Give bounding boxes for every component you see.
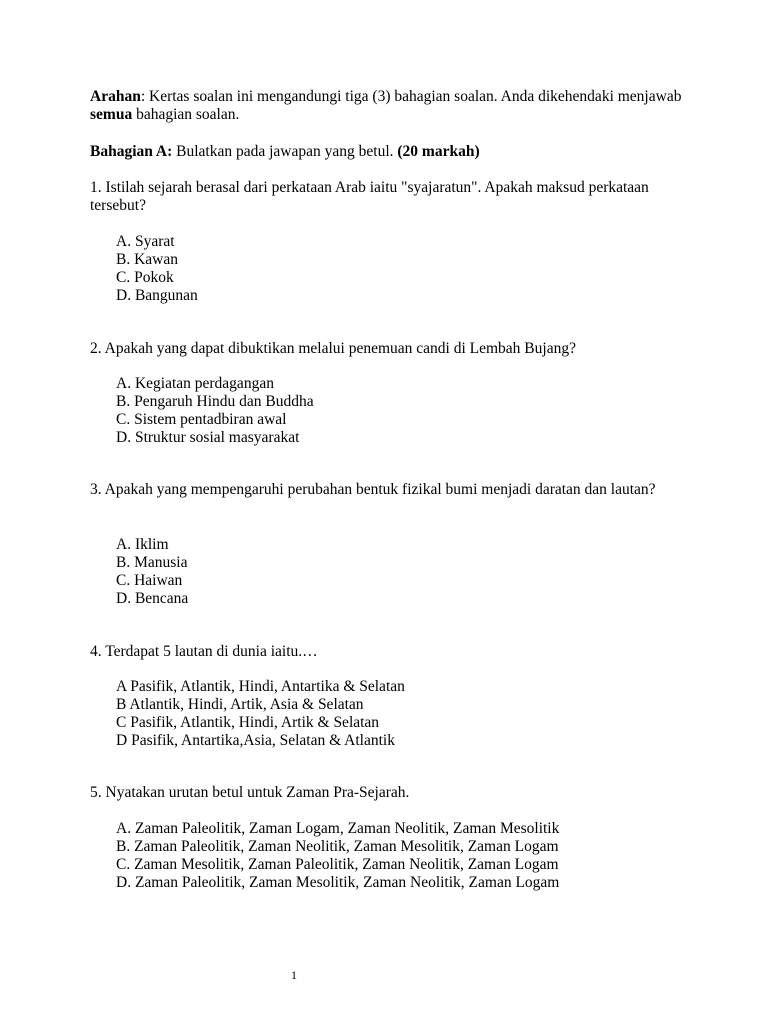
question-2-option-a[interactable]: A. Kegiatan perdagangan xyxy=(116,375,274,392)
question-2-options xyxy=(116,375,676,447)
question-3-options xyxy=(116,536,676,608)
instructions-bold-word: semua xyxy=(90,106,133,123)
question-3-option-d[interactable]: D. Bencana xyxy=(116,590,189,607)
question-4-text: 4. Terdapat 5 lautan di dunia iaitu.… xyxy=(90,643,318,660)
instructions xyxy=(90,88,690,124)
question-4-option-c[interactable]: C Pasifik, Atlantik, Hindi, Artik & Selatan xyxy=(116,714,380,731)
question-5-option-b[interactable]: B. Zaman Paleolitik, Zaman Neolitik, Zaman Mesolitik, Zaman Logam xyxy=(116,838,559,855)
instructions-label: Arahan xyxy=(90,88,141,105)
question-5-option-a[interactable]: A. Zaman Paleolitik, Zaman Logam, Zaman Neolitik, Zaman Mesolitik xyxy=(116,820,560,837)
question-1-option-c[interactable]: C. Pokok xyxy=(116,269,174,286)
page-number: 1 xyxy=(291,968,297,982)
question-3-option-c[interactable]: C. Haiwan xyxy=(116,572,183,589)
question-5-option-d[interactable]: D. Zaman Paleolitik, Zaman Mesolitik, Zaman Neolitik, Zaman Logam xyxy=(116,874,560,891)
question-5-options xyxy=(116,820,676,892)
question-3-option-a[interactable]: A. Iklim xyxy=(116,536,169,553)
question-4-option-d[interactable]: D Pasifik, Antartika,Asia, Selatan & Atlantik xyxy=(116,732,395,749)
section-a-label: Bahagian A: xyxy=(90,143,173,160)
question-4-options xyxy=(116,678,676,750)
question-1-option-d[interactable]: D. Bangunan xyxy=(116,287,198,304)
section-a-marks: (20 markah) xyxy=(397,143,480,160)
instructions-text-1: : Kertas soalan ini mengandungi tiga (3) bahagian soalan. Anda dikehendaki menjawab xyxy=(140,88,682,105)
section-a-heading xyxy=(90,143,690,161)
question-2-text: 2. Apakah yang dapat dibuktikan melalui penemuan candi di Lembah Bujang? xyxy=(90,340,576,357)
question-1-option-b[interactable]: B. Kawan xyxy=(116,251,178,268)
question-5-option-c[interactable]: C. Zaman Mesolitik, Zaman Paleolitik, Zaman Neolitik, Zaman Logam xyxy=(116,856,559,873)
question-2-option-c[interactable]: C. Sistem pentadbiran awal xyxy=(116,411,287,428)
question-5-text: 5. Nyatakan urutan betul untuk Zaman Pra-Sejarah. xyxy=(90,784,410,801)
question-4-option-a[interactable]: A Pasifik, Atlantik, Hindi, Antartika & Selatan xyxy=(116,678,405,695)
question-4-option-b[interactable]: B Atlantik, Hindi, Artik, Asia & Selatan xyxy=(116,696,364,713)
question-1-text: 1. Istilah sejarah berasal dari perkataan Arab iaitu "syajaratun". Apakah maksud perkataan tersebut? xyxy=(90,179,649,214)
question-2-option-d[interactable]: D. Struktur sosial masyarakat xyxy=(116,429,300,446)
instructions-text-2: bahagian soalan. xyxy=(132,106,240,123)
question-1-option-a[interactable]: A. Syarat xyxy=(116,233,175,250)
question-3-option-b[interactable]: B. Manusia xyxy=(116,554,188,571)
section-a-text: Bulatkan pada jawapan yang betul. xyxy=(172,143,398,160)
question-1-options xyxy=(116,233,676,305)
question-3-text: 3. Apakah yang mempengaruhi perubahan bentuk fizikal bumi menjadi daratan dan lautan? xyxy=(90,481,656,498)
question-2-option-b[interactable]: B. Pengaruh Hindu dan Buddha xyxy=(116,393,314,410)
